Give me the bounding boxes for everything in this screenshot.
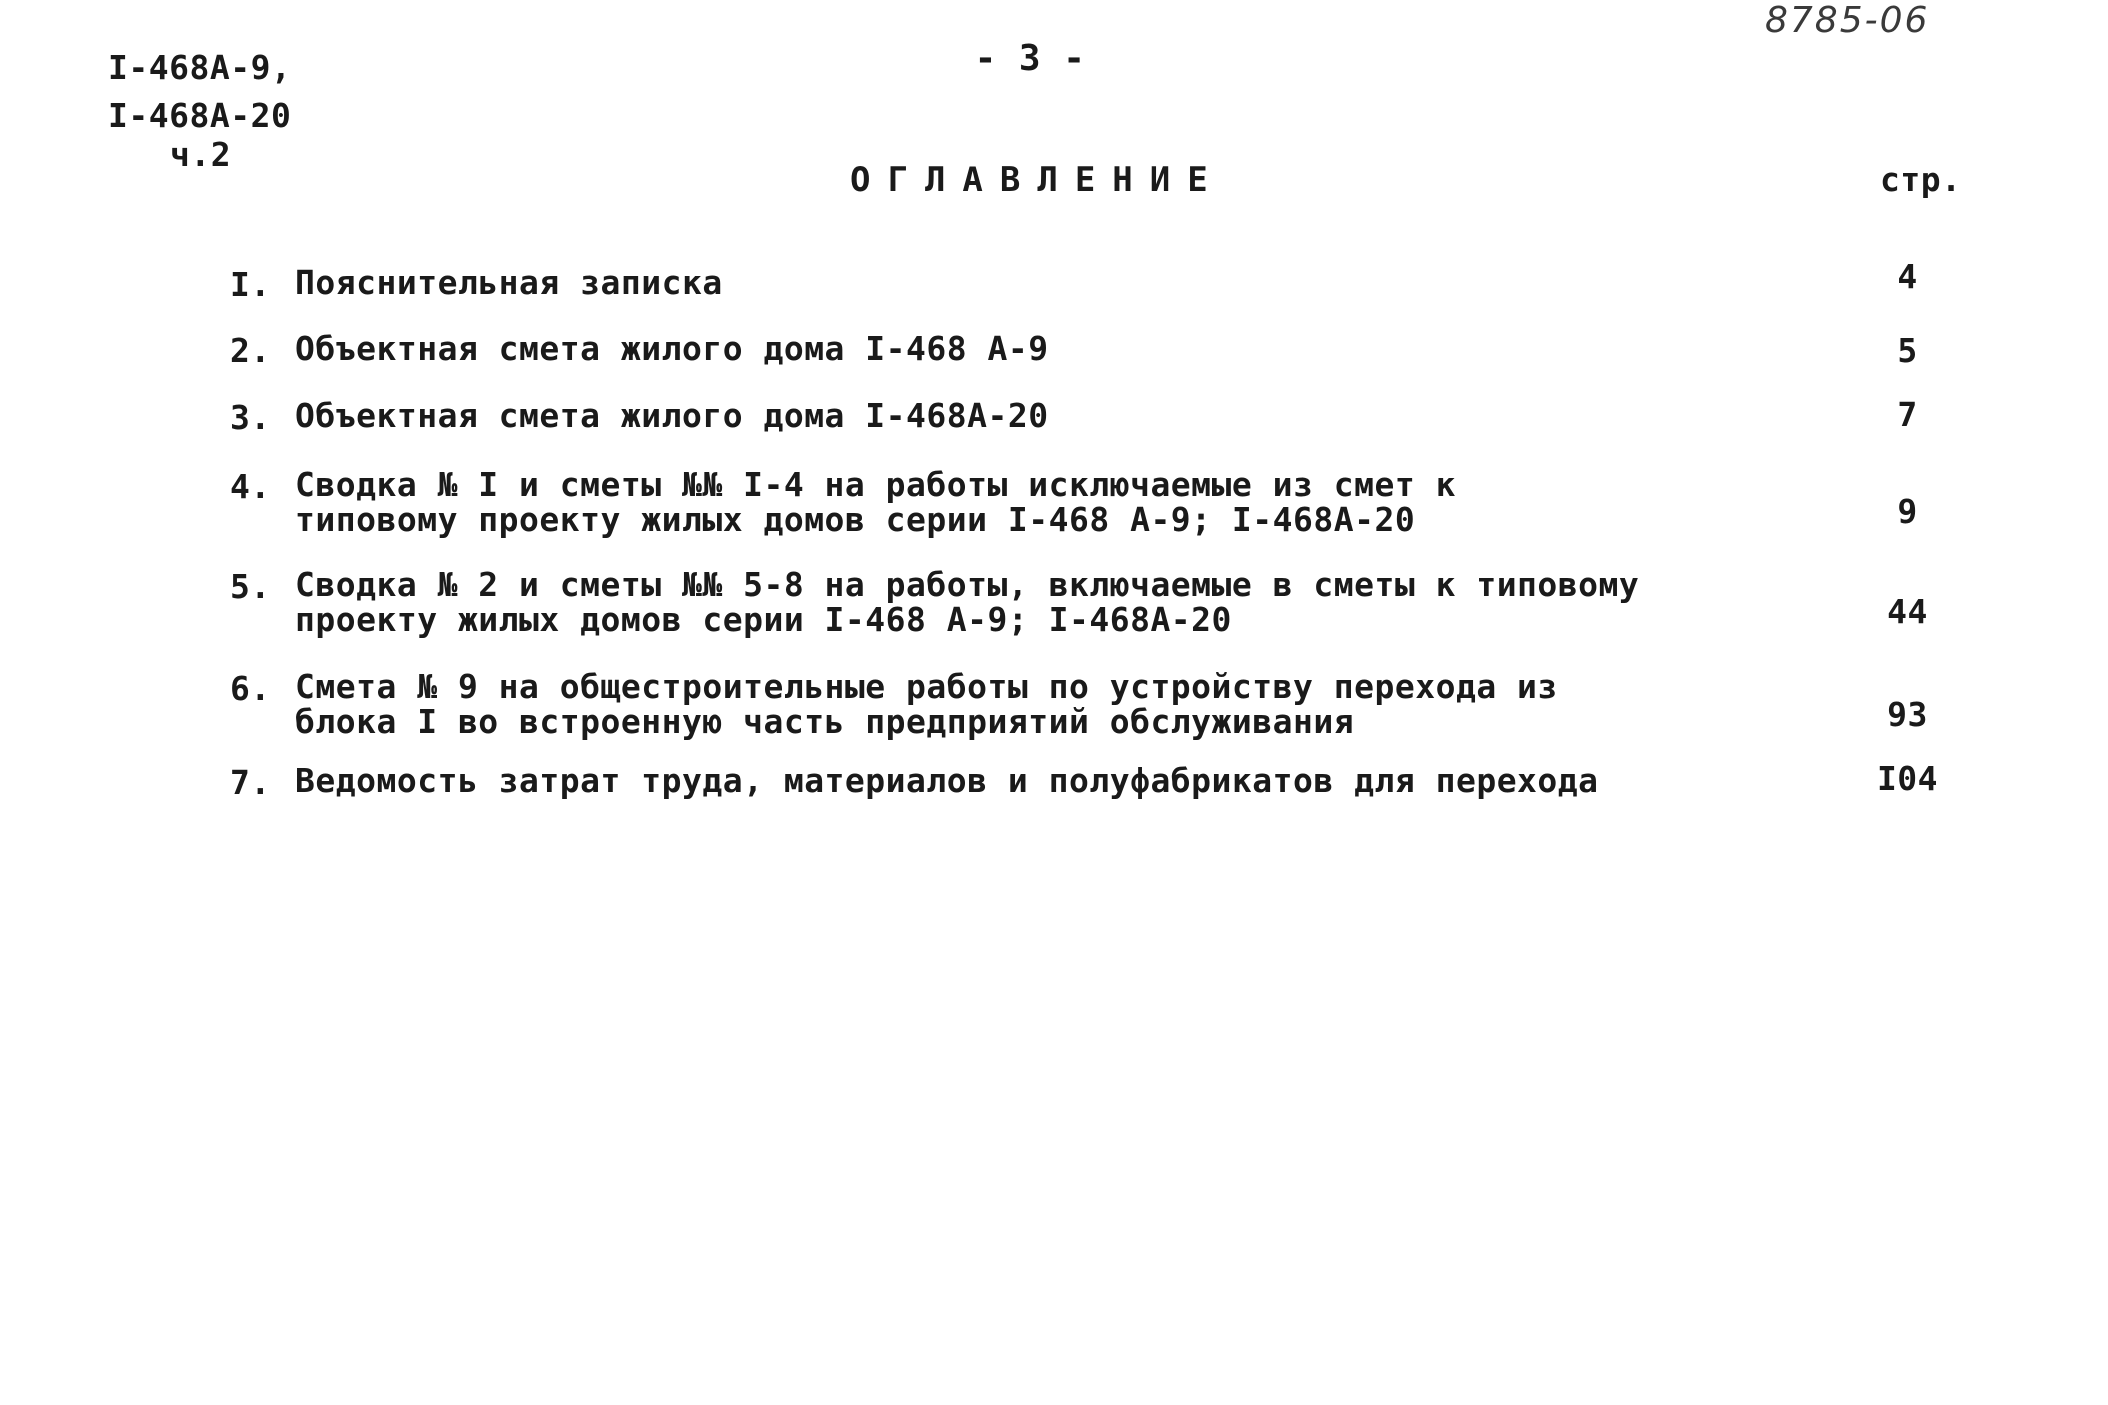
document-part: ч.2 (170, 135, 232, 174)
toc-item-line: типовому проекту жилых домов серии I-468 А-9; I-468А-20 (295, 500, 1416, 539)
toc-item-title (295, 669, 1735, 739)
toc-item-page: 9 (1897, 492, 1918, 531)
toc-item-title (295, 467, 1735, 537)
toc-item-number: 2. (230, 331, 271, 370)
toc-item-title (295, 398, 1735, 433)
document-code: I-468A-20 (108, 96, 292, 135)
toc-item-title (295, 763, 1735, 798)
toc-item-title (295, 567, 1735, 637)
document-code: I-468A-9, (108, 48, 292, 87)
toc-item-line: проекту жилых домов серии I-468 А-9; I-468А-20 (295, 600, 1232, 639)
toc-item-page: 44 (1887, 592, 1928, 631)
archive-number: 8785-06 (1765, 0, 1930, 41)
toc-item-line: блока I во встроенную часть предприятий обслуживания (295, 702, 1355, 741)
toc-item-number: I. (230, 265, 271, 304)
document-codes (108, 44, 292, 174)
toc-item-line: Сводка № I и сметы №№ I-4 на работы исключаемые из смет к (295, 465, 1456, 504)
toc-item-line: Пояснительная записка (295, 263, 723, 302)
page-column-header: стр. (1880, 160, 1962, 199)
toc-item-title (295, 265, 1735, 300)
toc-item-page: 7 (1897, 395, 1918, 434)
toc-item-page: I04 (1876, 759, 1939, 798)
toc-item-number: 6. (230, 669, 271, 708)
toc-title: ОГЛАВЛЕНИЕ (850, 160, 1225, 200)
toc-item-number: 3. (230, 398, 271, 437)
toc-item-number: 7. (230, 763, 271, 802)
toc-item-number: 5. (230, 567, 271, 606)
toc-item-line: Смета № 9 на общестроительные работы по устройству перехода из (295, 667, 1558, 706)
toc-item-line: Объектная смета жилого дома I-468 А-9 (295, 329, 1049, 368)
page-number: - 3 - (974, 38, 1086, 79)
toc-item-title (295, 331, 1735, 366)
toc-item-line: Ведомость затрат труда, материалов и полуфабрикатов для перехода (295, 761, 1599, 800)
toc-item-page: 4 (1897, 257, 1918, 296)
toc-item-number: 4. (230, 467, 271, 506)
toc-item-page: 5 (1897, 331, 1918, 370)
toc-item-line: Объектная смета жилого дома I-468А-20 (295, 396, 1049, 435)
toc-item-page: 93 (1887, 695, 1928, 734)
toc-item-line: Сводка № 2 и сметы №№ 5-8 на работы, включаемые в сметы к типовому (295, 565, 1640, 604)
